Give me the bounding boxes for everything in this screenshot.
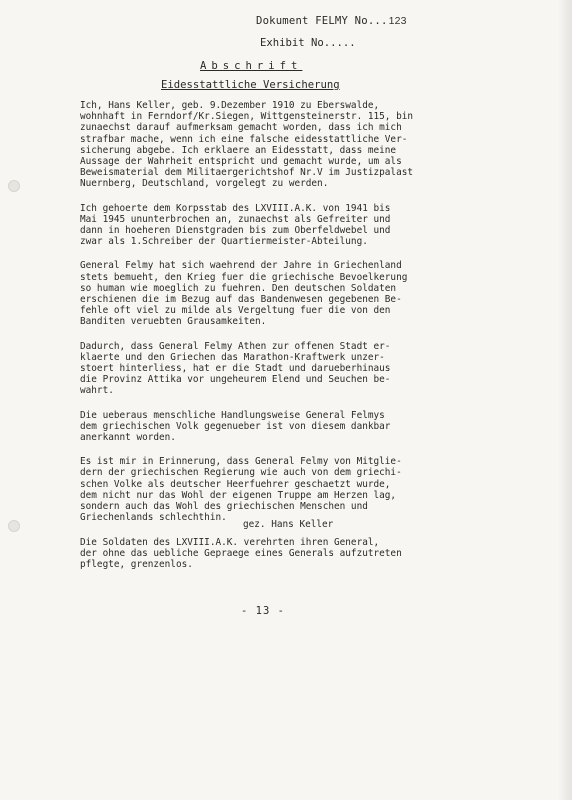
paragraph-line: stoert hinterliess, hat er die Stadt und darueberhinaus xyxy=(80,363,391,375)
document-subtitle: Eidesstattliche Versicherung xyxy=(161,79,340,91)
paragraph-line: die Provinz Attika vor ungeheurem Elend und Seuchen be- xyxy=(80,374,391,386)
paragraph-line: dem griechischen Volk gegenueber ist von diesem dankbar xyxy=(80,420,391,432)
document-body xyxy=(80,100,490,583)
document-title: Abschrift xyxy=(200,60,303,72)
paragraph-line: Banditen veruebten Grausamkeiten. xyxy=(80,316,267,328)
punch-hole xyxy=(8,520,20,532)
paragraph-line: zunaechst darauf aufmerksam gemacht worden, dass ich mich xyxy=(80,122,402,134)
body-paragraph xyxy=(80,456,490,523)
paragraph-line: Dadurch, dass General Felmy Athen zur offenen Stadt er- xyxy=(80,340,391,352)
paragraph-line: Beweismaterial dem Militaergerichtshof Nr.V im Justizpalast xyxy=(80,167,414,179)
paragraph-line: so human wie moeglich zu fuehren. Den deutschen Soldaten xyxy=(80,282,397,294)
paragraph-line: Griechenlands schlechthin. xyxy=(80,512,227,524)
body-paragraph xyxy=(80,410,490,444)
paragraph-line: fehle oft viel zu milde als Vergeltung fuer die von den xyxy=(80,305,391,317)
paragraph-line: sicherung abgebe. Ich erklaere an Eidesstatt, dass meine xyxy=(80,144,397,156)
paragraph-line: General Felmy hat sich waehrend der Jahre in Griechenland xyxy=(80,260,402,272)
paragraph-line: zwar als 1.Schreiber der Quartiermeister-Abteilung. xyxy=(80,236,368,248)
paragraph-line: Ich gehoerte dem Korpsstab des LXVIII.A.K. von 1941 bis xyxy=(80,202,391,214)
paragraph-line: Es ist mir in Erinnerung, dass General Felmy von Mitglie- xyxy=(80,456,402,468)
paragraph-line: Mai 1945 ununterbrochen an, zunaechst als Gefreiter und xyxy=(80,213,391,225)
paragraph-line: stets bemueht, den Krieg fuer die griechische Bevoelkerung xyxy=(80,271,408,283)
body-paragraph xyxy=(80,260,490,327)
paragraph-line: Ich, Hans Keller, geb. 9.Dezember 1910 zu Eberswalde, xyxy=(80,100,380,111)
paragraph-line: dem nicht nur das Wohl der eigenen Truppe am Herzen lag, xyxy=(80,489,397,501)
paragraph-line: klaerte und den Griechen das Marathon-Kraftwerk unzer- xyxy=(80,351,385,363)
paragraph-line: Aussage der Wahrheit entspricht und gemacht wurde, um als xyxy=(80,156,402,168)
page-number: - 13 - xyxy=(241,605,285,617)
punch-hole xyxy=(8,180,20,192)
paragraph-line: Die Soldaten des LXVIII.A.K. verehrten ihren General, xyxy=(80,536,380,548)
paragraph-line: der ohne das uebliche Gepraege eines Generals aufzutreten xyxy=(80,547,402,559)
body-paragraph xyxy=(80,100,490,190)
paragraph-line: Nuernberg, Deutschland, vorgelegt zu werden. xyxy=(80,178,329,190)
paragraph-line: pflegte, grenzenlos. xyxy=(80,558,193,570)
paragraph-line: dann in hoeheren Dienstgraden bis zum Oberfeldwebel und xyxy=(80,225,391,237)
document-number-header xyxy=(256,16,407,27)
document-number: 123 xyxy=(388,15,407,27)
paragraph-line: strafbar mache, wenn ich eine falsche eidesstattliche Ver- xyxy=(80,133,408,145)
exhibit-label: Exhibit No..... xyxy=(260,37,356,49)
paragraph-line: schen Volke als deutscher Heerfuehrer geschaetzt wurde, xyxy=(80,478,391,490)
paragraph-line: wahrt. xyxy=(80,385,114,397)
paragraph-line: erschienen die im Bezug auf das Bandenwesen gegebenen Be- xyxy=(80,294,402,306)
paragraph-line: sondern auch das Wohl des griechischen Menschen und xyxy=(80,501,368,513)
body-paragraph xyxy=(80,341,490,397)
page-edge-shadow xyxy=(558,0,572,800)
body-paragraph xyxy=(80,203,490,248)
document-label: Dokument FELMY No... xyxy=(256,15,388,27)
signature: gez. Hans Keller xyxy=(243,519,334,530)
paragraph-line: anerkannt worden. xyxy=(80,432,176,444)
paragraph-line: Die ueberaus menschliche Handlungsweise General Felmys xyxy=(80,409,385,421)
paragraph-line: wohnhaft in Ferndorf/Kr.Siegen, Wittgensteinerstr. 115, bin xyxy=(80,111,414,123)
body-paragraph xyxy=(80,537,490,571)
paragraph-line: dern der griechischen Regierung wie auch von dem griechi- xyxy=(80,467,402,479)
